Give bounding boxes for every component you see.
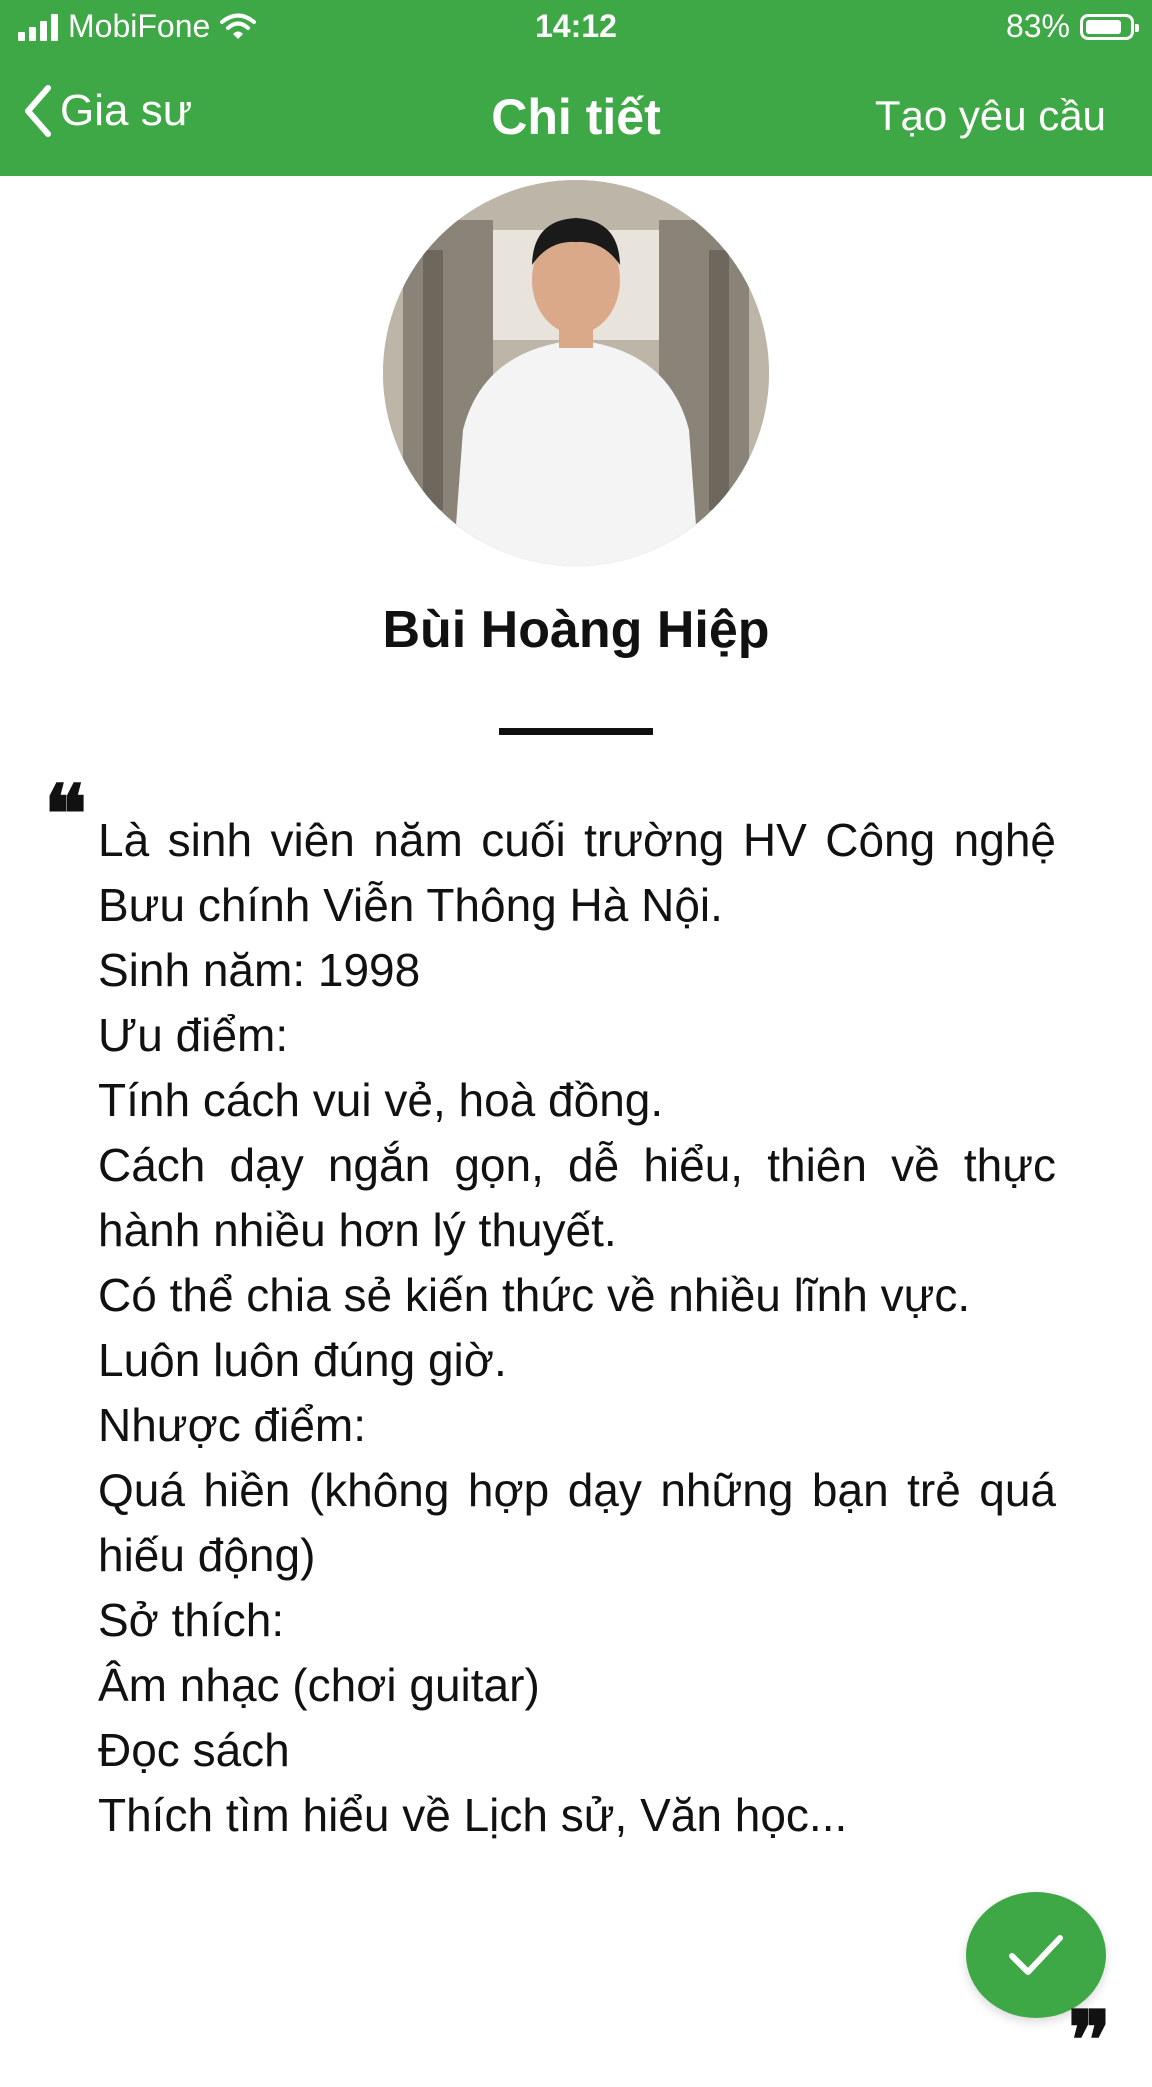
nav-bar [0,58,1152,176]
tutor-name: Bùi Hoàng Hiệp [382,601,770,659]
battery-percent: 83% [1005,8,1070,44]
avatar [383,180,769,566]
create-request-button[interactable]: Tạo yêu cầu [874,92,1106,139]
bio-line: Tính cách vui vẻ, hoà đồng. [98,1074,664,1126]
bio-line: Sở thích: [98,1594,285,1646]
bio-line: Thích tìm hiểu về Lịch sử, Văn học... [98,1789,848,1841]
battery-fill [1086,20,1121,34]
bio-line: Nhược điểm: [98,1399,367,1451]
status-bar [0,0,1152,58]
bio-line: Cách dạy ngắn gọn, dễ hiểu, thiên về thực hành nhiều hơn lý thuyết. [98,1139,1056,1256]
battery-icon [1080,14,1134,40]
bio-line: Quá hiền (không hợp dạy những bạn trẻ quá hiếu động) [98,1464,1056,1581]
bio-line: Âm nhạc (chơi guitar) [98,1659,540,1711]
divider [499,728,653,735]
page-title: Chi tiết [491,89,661,145]
bio-line: Là sinh viên năm cuối trường HV Công nghệ Bưu chính Viễn Thông Hà Nội. [98,814,1056,931]
status-right [1006,8,1134,45]
checkmark-icon [1006,1932,1066,1978]
bio-line: Ưu điểm: [98,1009,289,1061]
carrier-name: MobiFone [68,8,211,44]
bio-line: Có thể chia sẻ kiến thức về nhiều lĩnh vực. [98,1269,971,1321]
quote-close-icon: ❞ [1068,1993,1112,2087]
tutor-bio [98,808,1056,1848]
status-time: 14:12 [535,8,617,44]
bio-line: Đọc sách [98,1724,290,1776]
bio-line: Luôn luôn đúng giờ. [98,1334,507,1386]
back-label: Gia sư [60,86,193,135]
quote-open-icon: ❝ [44,767,88,861]
app-header [0,0,1152,176]
bio-line: Sinh năm: 1998 [98,944,421,996]
